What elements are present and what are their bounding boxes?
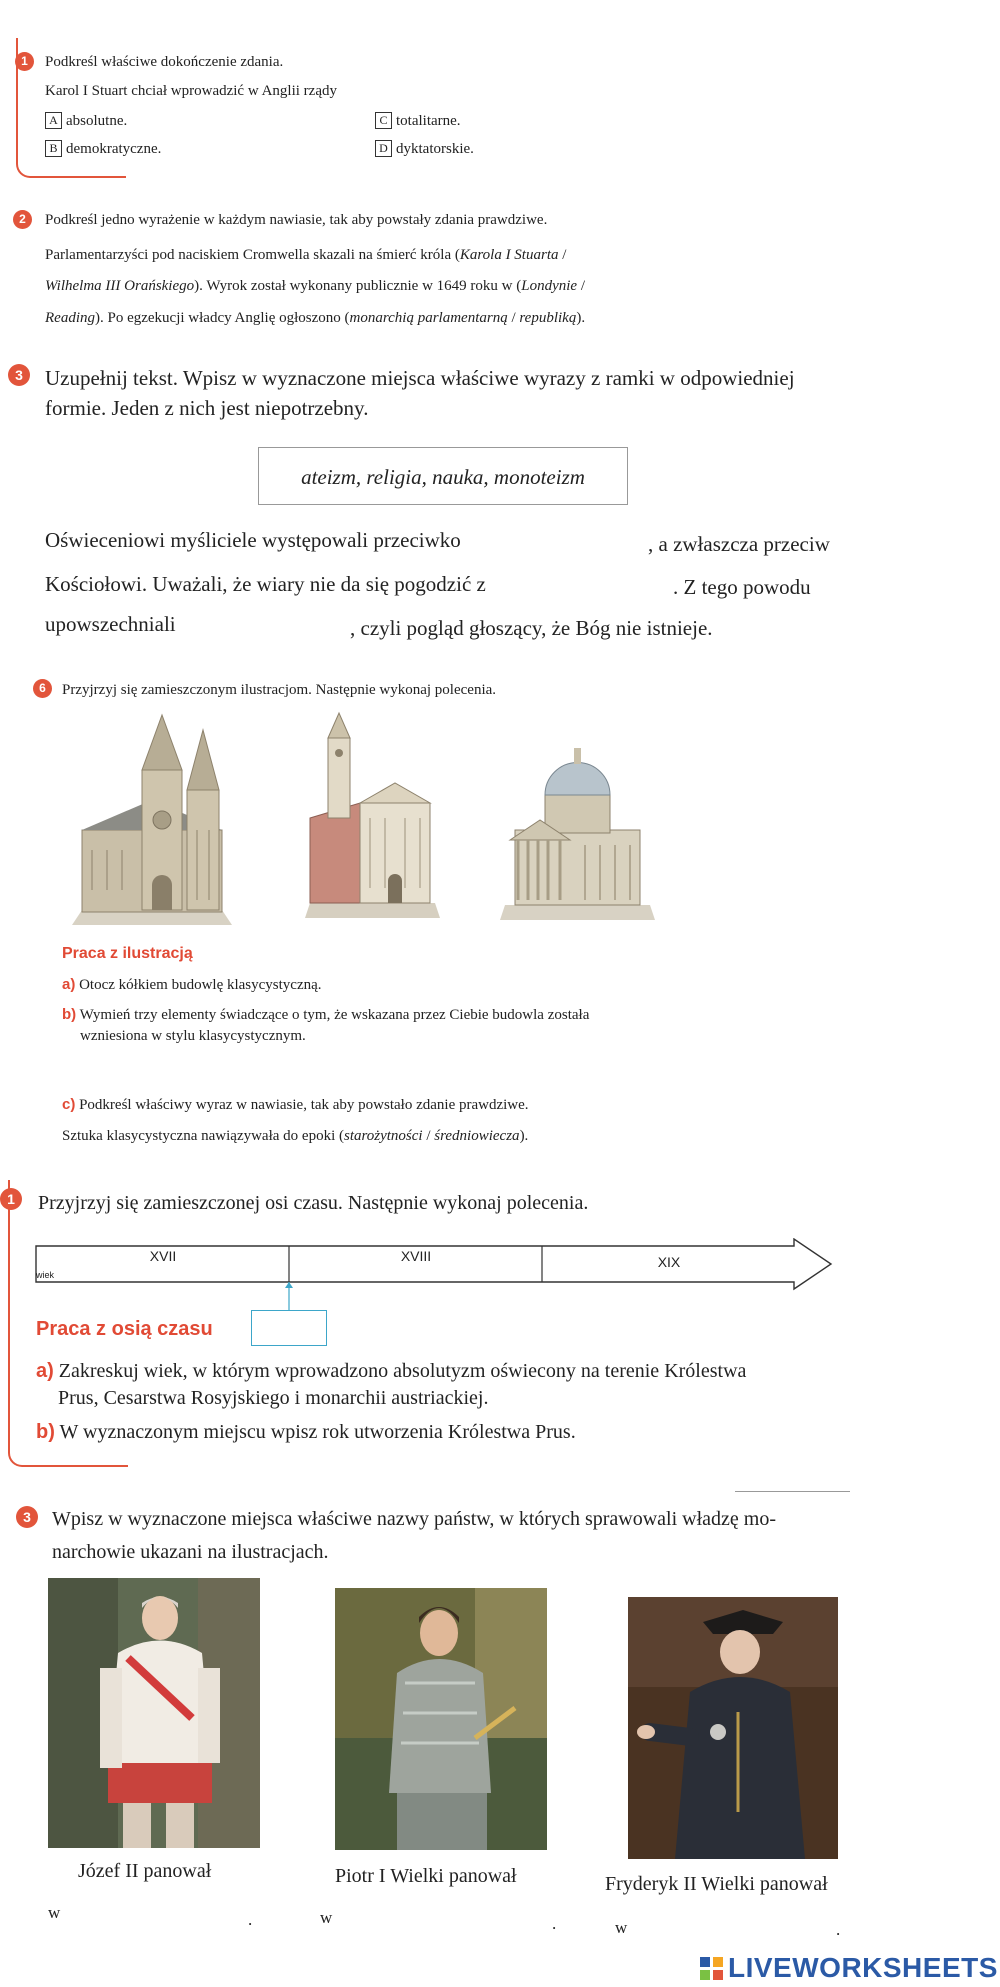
text-line-2a: Kościołowi. Uważali, że wiary nie da się pogodzić z	[45, 572, 486, 596]
text: /	[558, 247, 567, 263]
exercise-1-number: 1	[15, 52, 34, 71]
century-label: XIX	[657, 1254, 681, 1270]
caption-fryderyk-ii: Fryderyk II Wielki panował	[605, 1873, 828, 1895]
text-line-2b: . Z tego powodu	[673, 575, 811, 599]
caption-jozef-ii: Józef II panował	[78, 1860, 212, 1882]
answer-piotr-i[interactable]	[338, 1903, 548, 1933]
timeline-task-a-text-1: Zakreskuj wiek, w którym wprowadzono absolutyzm oświecony na terenie Królestwa	[58, 1360, 747, 1382]
option-text: dyktatorskie.	[396, 141, 474, 157]
exercise-3-number: 3	[8, 364, 30, 386]
task-b	[62, 1005, 589, 1025]
choice-starozytnosc[interactable]: starożytności	[343, 1128, 423, 1144]
task-a-text: Otocz kółkiem budowlę klasycystyczną.	[79, 977, 322, 993]
option-text: totalitarne.	[396, 113, 461, 129]
task-a	[62, 975, 322, 995]
text-line-3a: upowszechniali	[45, 612, 176, 636]
answer-prefix: w	[48, 1903, 61, 1922]
answer-jozef-ii[interactable]	[66, 1898, 246, 1928]
timeline-task-a-text-2: Prus, Cesarstwa Rosyjskiego i monarchii austriackiej.	[58, 1387, 489, 1409]
task-b-text-1: Wymień trzy elementy świadczące o tym, że wskazana przez Ciebie budowla została	[79, 1007, 590, 1023]
choice-sredniowiecze[interactable]: średniowiecza	[434, 1128, 520, 1144]
text-line-3b: , czyli pogląd głoszący, że Bóg nie istnieje.	[350, 616, 713, 640]
task-b-text-2: wzniesiona w stylu klasycystycznym.	[80, 1028, 306, 1044]
choice-republika[interactable]: republiką	[519, 310, 577, 326]
task-c-label: c)	[62, 1096, 76, 1113]
section-divider	[735, 1491, 850, 1492]
blank-2[interactable]	[518, 570, 668, 600]
portrait-piotr-i	[335, 1588, 547, 1850]
axis-label: wiek	[36, 1270, 55, 1280]
exercise-2-line-3	[45, 308, 585, 328]
text: /	[577, 278, 585, 294]
monarchs-instruction-2: narchowie ukazani na ilustracjach.	[52, 1541, 329, 1563]
text: ).	[519, 1128, 529, 1144]
exercise-2-instruction: Podkreśl jedno wyrażenie w każdym nawiasie, tak aby powstały zdania prawdziwe.	[45, 212, 548, 228]
timeline-task-b-label: b)	[36, 1421, 55, 1443]
answer-fryderyk-ii[interactable]	[633, 1913, 833, 1943]
year-answer-box[interactable]	[251, 1310, 327, 1346]
answer-prefix: w	[615, 1918, 628, 1937]
timeline-task-a	[36, 1360, 746, 1383]
portrait-fryderyk-ii	[628, 1597, 838, 1859]
century-segment-xvii[interactable]	[37, 1246, 289, 1282]
exercise-6-number: 6	[33, 679, 52, 698]
exercise-3-instruction-2: formie. Jeden z nich jest niepotrzebny.	[45, 396, 369, 420]
text: Parlamentarzyści pod naciskiem Cromwella skazali na śmierć króla (	[45, 247, 460, 263]
exercise-1-sentence: Karol I Stuart chciał wprowadzić w Anglii rządy	[45, 83, 337, 99]
answer-prefix: w	[320, 1908, 333, 1927]
exercise-2-line-1	[45, 245, 566, 265]
baroque-church-illustration[interactable]	[300, 708, 445, 918]
option-letter: A	[45, 112, 62, 129]
monarchs-number: 3	[16, 1506, 38, 1528]
task-c-text: Podkreśl właściwy wyraz w nawiasie, tak aby powstało zdanie prawdziwe.	[79, 1097, 529, 1113]
option-text: absolutne.	[66, 113, 128, 129]
text-line-1a: Oświeceniowi myśliciele występowali przeciwko	[45, 528, 461, 552]
choice-karol[interactable]: Karola I Stuarta	[459, 247, 559, 263]
exercise-2-number: 2	[13, 210, 32, 229]
choice-reading[interactable]: Reading	[45, 310, 95, 326]
classicist-pantheon-illustration[interactable]	[500, 740, 655, 920]
text: ). Wyrok został wykonany publicznie w 1649 roku w (	[194, 278, 522, 294]
option-letter: C	[375, 112, 392, 129]
exercise-2-line-2	[45, 276, 585, 296]
exercise-1-instruction: Podkreśl właściwe dokończenie zdania.	[45, 54, 284, 70]
task-a-label: a)	[62, 976, 76, 993]
text: /	[422, 1128, 435, 1144]
century-label: XVII	[149, 1248, 177, 1264]
option-a[interactable]	[45, 111, 127, 131]
exercise-3-instruction-1: Uzupełnij tekst. Wpisz w wyznaczone miejsca właściwe wyrazy z ramki w odpowiedniej	[45, 366, 795, 390]
century-segment-xix[interactable]	[543, 1246, 795, 1282]
illustration-work-heading: Praca z ilustracją	[62, 945, 193, 962]
text-line-1b: , a zwłaszcza przeciw	[648, 532, 830, 556]
liveworksheets-brand: LIVEWORKSHEETS	[728, 1952, 998, 1983]
year-pointer-arrow	[285, 1282, 293, 1288]
blank-3[interactable]	[188, 610, 348, 640]
text: ). Po egzekucji władcy Anglię ogłoszono (	[95, 310, 350, 326]
option-letter: D	[375, 140, 392, 157]
exercise-6-instruction: Przyjrzyj się zamieszczonym ilustracjom. Następnie wykonaj polecenia.	[62, 682, 497, 698]
answer-suffix: .	[552, 1914, 557, 1933]
blank-1[interactable]	[488, 526, 643, 556]
option-letter: B	[45, 140, 62, 157]
text: Sztuka klasycystyczna nawiązywała do epoki (	[62, 1128, 344, 1144]
century-label: XVIII	[400, 1248, 432, 1264]
choice-monarchia[interactable]: monarchią parlamentarną	[349, 310, 508, 326]
choice-londyn[interactable]: Londynie	[521, 278, 578, 294]
century-segment-xviii[interactable]	[290, 1246, 542, 1282]
timeline-task-a-label: a)	[36, 1360, 54, 1382]
caption-piotr-i: Piotr I Wielki panował	[335, 1865, 517, 1887]
liveworksheets-logo-icon	[700, 1957, 724, 1981]
timeline-task-b	[36, 1421, 576, 1444]
choice-wilhelm[interactable]: Wilhelma III Orańskiego	[45, 278, 195, 294]
text: ).	[576, 310, 586, 326]
option-c[interactable]	[375, 111, 461, 131]
option-text: demokratyczne.	[66, 141, 162, 157]
task-c-sentence	[62, 1126, 528, 1146]
task-b-label: b)	[62, 1006, 77, 1023]
answer-suffix: .	[836, 1920, 841, 1939]
timeline-work-heading: Praca z osią czasu	[36, 1318, 213, 1340]
task-c	[62, 1095, 529, 1115]
gothic-cathedral-illustration[interactable]	[62, 710, 242, 925]
timeline-number: 1	[0, 1188, 22, 1210]
monarchs-instruction-1: Wpisz w wyznaczone miejsca właściwe nazwy państw, w których sprawowali władzę mo-	[52, 1508, 777, 1530]
option-d[interactable]	[375, 139, 474, 159]
answer-suffix: .	[248, 1910, 253, 1929]
word-box: ateizm, religia, nauka, monoteizm	[258, 447, 628, 505]
timeline-task-b-text: W wyznaczonym miejscu wpisz rok utworzenia Królestwa Prus.	[59, 1421, 576, 1443]
text: /	[507, 310, 520, 326]
portrait-jozef-ii	[48, 1578, 260, 1848]
option-b[interactable]	[45, 139, 161, 159]
timeline-instruction: Przyjrzyj się zamieszczonej osi czasu. Następnie wykonaj polecenia.	[38, 1192, 589, 1214]
